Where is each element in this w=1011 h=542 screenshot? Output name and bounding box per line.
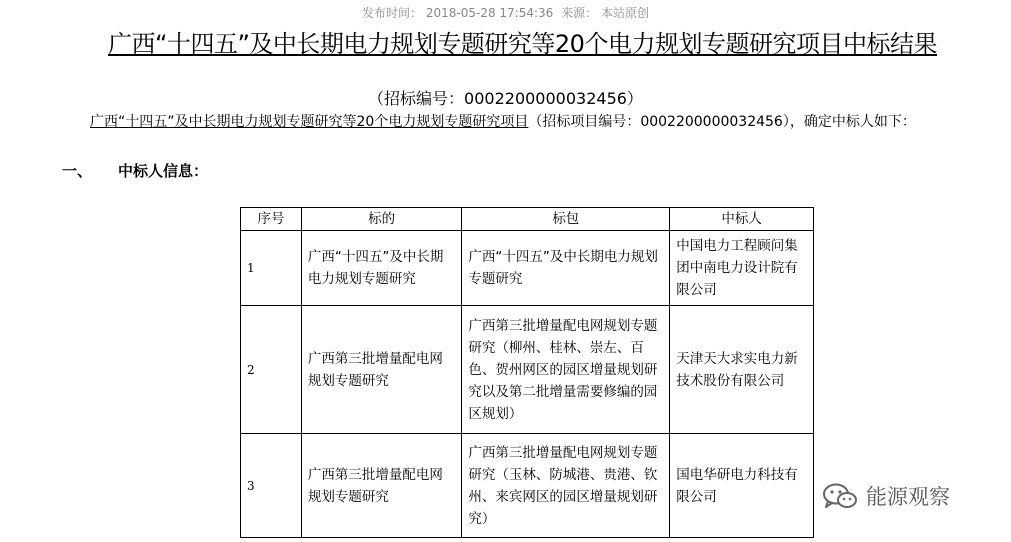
row-index: 3 [241, 434, 302, 538]
row-index: 1 [241, 231, 302, 306]
row-winner: 天津天大求实电力新技术股份有限公司 [670, 306, 814, 434]
bid-number: （招标编号：0002200000032456） [368, 89, 643, 108]
winner-table [240, 207, 814, 538]
table-row [241, 231, 814, 306]
table-row [241, 434, 814, 538]
row-package: 广西第三批增量配电网规划专题研究（柳州、桂林、崇左、百色、贺州网区的园区增量规划研究以及第二批增量需要修编的园区规划） [462, 306, 670, 434]
row-index: 2 [241, 306, 302, 434]
row-subject: 广西第三批增量配电网规划专题研究 [301, 434, 462, 538]
section-heading [62, 160, 208, 181]
source-label: 来源： [561, 6, 598, 20]
wechat-icon [822, 482, 858, 510]
header-package: 标包 [462, 208, 670, 231]
header-winner: 中标人 [670, 208, 814, 231]
row-subject: 广西第三批增量配电网规划专题研究 [301, 306, 462, 434]
project-name: 广西“十四五”及中长期电力规划专题研究等20个电力规划专题研究项目 [90, 114, 529, 130]
page-title: 广西“十四五”及中长期电力规划专题研究等20个电力规划专题研究项目中标结果 [108, 30, 937, 58]
row-subject: 广西“十四五”及中长期电力规划专题研究 [301, 231, 462, 306]
publish-label: 发布时间： [362, 6, 423, 20]
table-header-row [241, 208, 814, 231]
section-title: 中标人信息： [118, 162, 209, 180]
watermark [822, 482, 950, 510]
publish-time: 2018-05-28 17:54:36 [425, 6, 554, 20]
header-subject: 标的 [301, 208, 462, 231]
section-number: 一、 [62, 162, 93, 180]
header-index: 序号 [241, 208, 302, 231]
table-row [241, 306, 814, 434]
intro-rest: （招标项目编号：0002200000032456），确定中标人如下： [528, 114, 916, 130]
source-value: 本站原创 [600, 6, 649, 20]
publish-meta [0, 4, 1011, 21]
row-package: 广西第三批增量配电网规划专题研究（玉林、防城港、贵港、钦州、来宾网区的园区增量规划研究） [462, 434, 670, 538]
row-package: 广西“十四五”及中长期电力规划专题研究 [462, 231, 670, 306]
intro-paragraph [62, 111, 992, 133]
row-winner: 中国电力工程顾问集团中南电力设计院有限公司 [670, 231, 814, 306]
watermark-text: 能源观察 [866, 485, 950, 509]
row-winner: 国电华研电力科技有限公司 [670, 434, 814, 538]
